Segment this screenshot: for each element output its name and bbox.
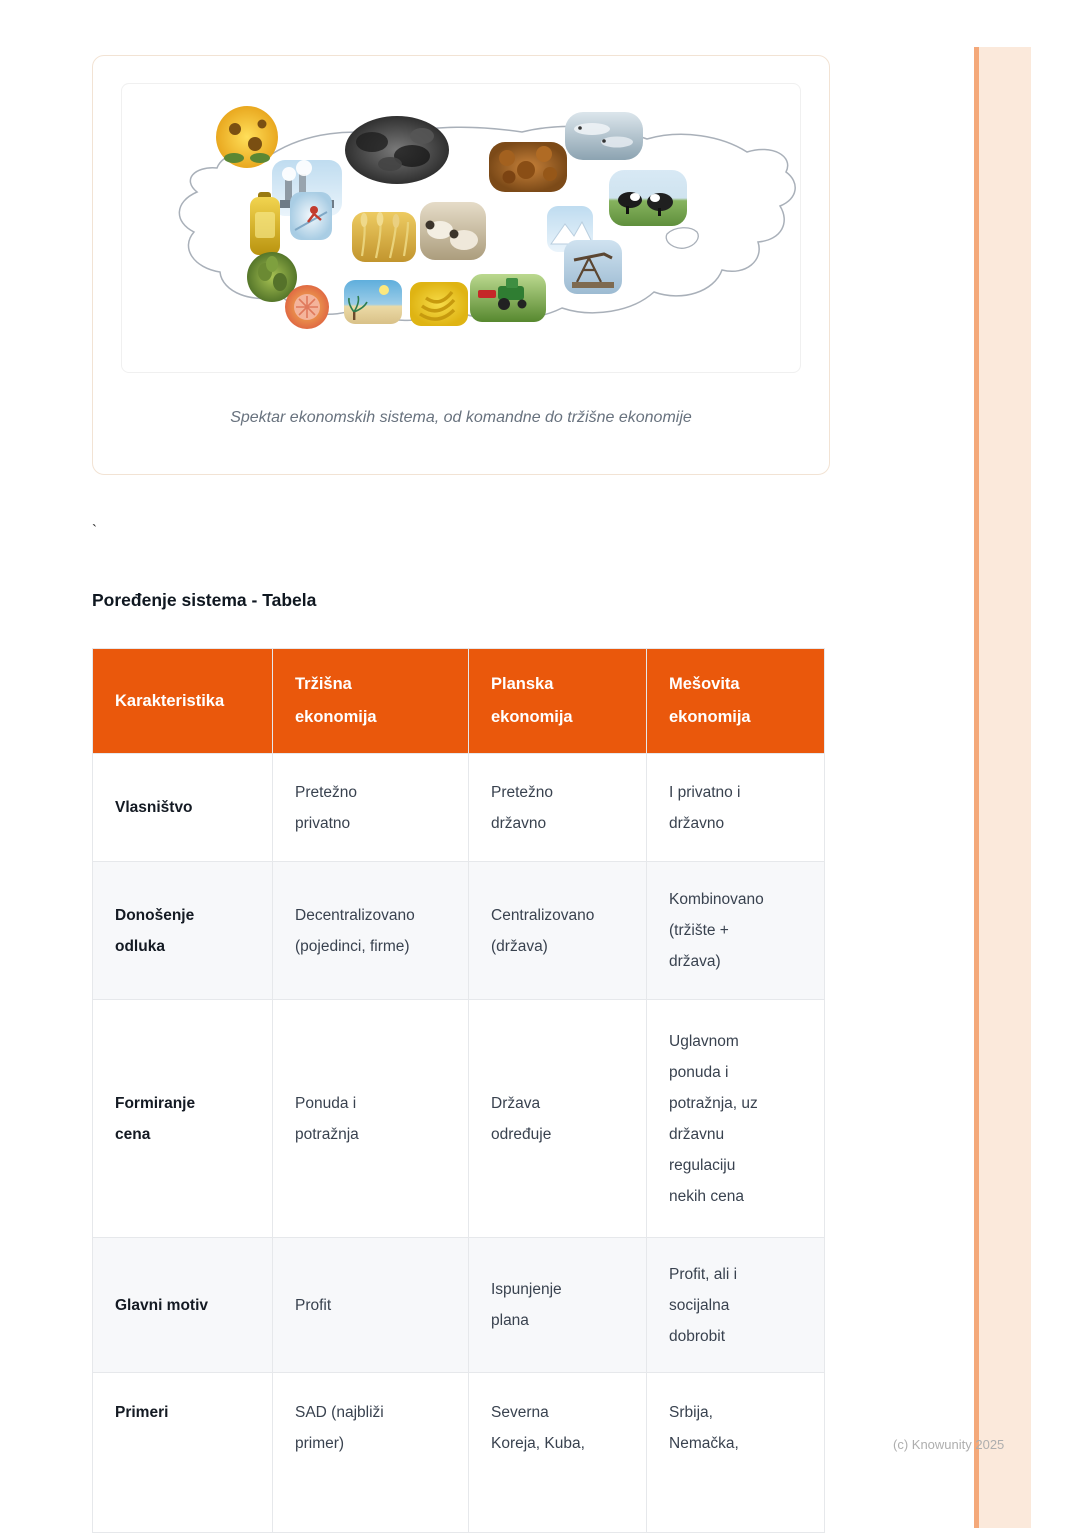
- beach-photo: [344, 280, 402, 324]
- header-cell-mesovita-ekonomija: [647, 649, 825, 754]
- comparison-table: [92, 648, 825, 1533]
- fish-photo: [565, 112, 643, 160]
- table-cell: Profit: [273, 1238, 469, 1373]
- table-cell: SAD (najbliži primer): [273, 1373, 469, 1533]
- hazelnuts-photo: [489, 142, 567, 192]
- turkey-map-collage: [122, 84, 801, 373]
- header-label: Mešovita ekonomija: [669, 675, 751, 726]
- scrollbar-track[interactable]: [974, 47, 1031, 1528]
- row-label: Glavni motiv: [93, 1238, 273, 1373]
- table-cell: Srbija, Nemačka,: [647, 1373, 825, 1533]
- olive-oil-photo: [250, 192, 280, 255]
- figure-card: [92, 55, 830, 475]
- header-cell-trzisna-ekonomija: [273, 649, 469, 754]
- row-label: Vlasništvo: [93, 754, 273, 862]
- harvester-photo: [470, 274, 546, 322]
- row-label: Primeri: [93, 1373, 273, 1533]
- table-cell: I privatno i državno: [647, 754, 825, 862]
- table-cell: Uglavnom ponuda i potražnja, uz državnu regulaciju nekih cena: [647, 1000, 825, 1238]
- table-cell: Centralizovano (država): [469, 862, 647, 1000]
- skiing-photo: [290, 192, 332, 240]
- header-label: Planska ekonomija: [491, 675, 573, 726]
- table-row-formiranje-cena: [93, 1000, 825, 1238]
- header-label: Tržišna ekonomija: [295, 675, 377, 726]
- cows-photo: [609, 170, 687, 226]
- stripe-accent-line: [974, 47, 979, 1528]
- table-header-row: [93, 649, 825, 754]
- table-cell: Pretežno privatno: [273, 754, 469, 862]
- figure-caption: Spektar ekonomskih sistema, od komandne do tržišne ekonomije: [230, 409, 692, 426]
- table-cell: Ispunjenje plana: [469, 1238, 647, 1373]
- table-row-donosenje-odluka: [93, 862, 825, 1000]
- section-heading: Poređenje sistema - Tabela: [92, 590, 317, 610]
- table-cell: Država određuje: [469, 1000, 647, 1238]
- header-label: Karakteristika: [115, 691, 225, 710]
- oil-pump-photo: [564, 240, 622, 294]
- table-row-vlasnistvo: [93, 754, 825, 862]
- sunflowers-photo: [216, 106, 278, 168]
- wheat-photo: [352, 212, 416, 262]
- grapefruit-photo: [285, 285, 329, 329]
- row-label: Donošenje odluka: [93, 862, 273, 1000]
- sheep-photo: [420, 202, 486, 260]
- table-cell: Pretežno državno: [469, 754, 647, 862]
- header-cell-karakteristika: [93, 649, 273, 754]
- stray-backtick: `: [92, 522, 97, 539]
- table-cell: Decentralizovano (pojedinci, firme): [273, 862, 469, 1000]
- table-cell: Severna Koreja, Kuba,: [469, 1373, 647, 1533]
- document-content: [92, 55, 830, 1533]
- table-cell: Ponuda i potražnja: [273, 1000, 469, 1238]
- coal-photo: [345, 116, 449, 184]
- bananas-photo: [410, 282, 468, 326]
- table-cell: Kombinovano (tržište + država): [647, 862, 825, 1000]
- copyright-watermark: (c) Knowunity 2025: [893, 1437, 1005, 1452]
- row-label: Formiranje cena: [93, 1000, 273, 1238]
- table-row-glavni-motiv: [93, 1238, 825, 1373]
- table-cell: Profit, ali i socijalna dobrobit: [647, 1238, 825, 1373]
- figure-image: [121, 83, 801, 373]
- table-row-primeri: [93, 1373, 825, 1533]
- header-cell-planska-ekonomija: [469, 649, 647, 754]
